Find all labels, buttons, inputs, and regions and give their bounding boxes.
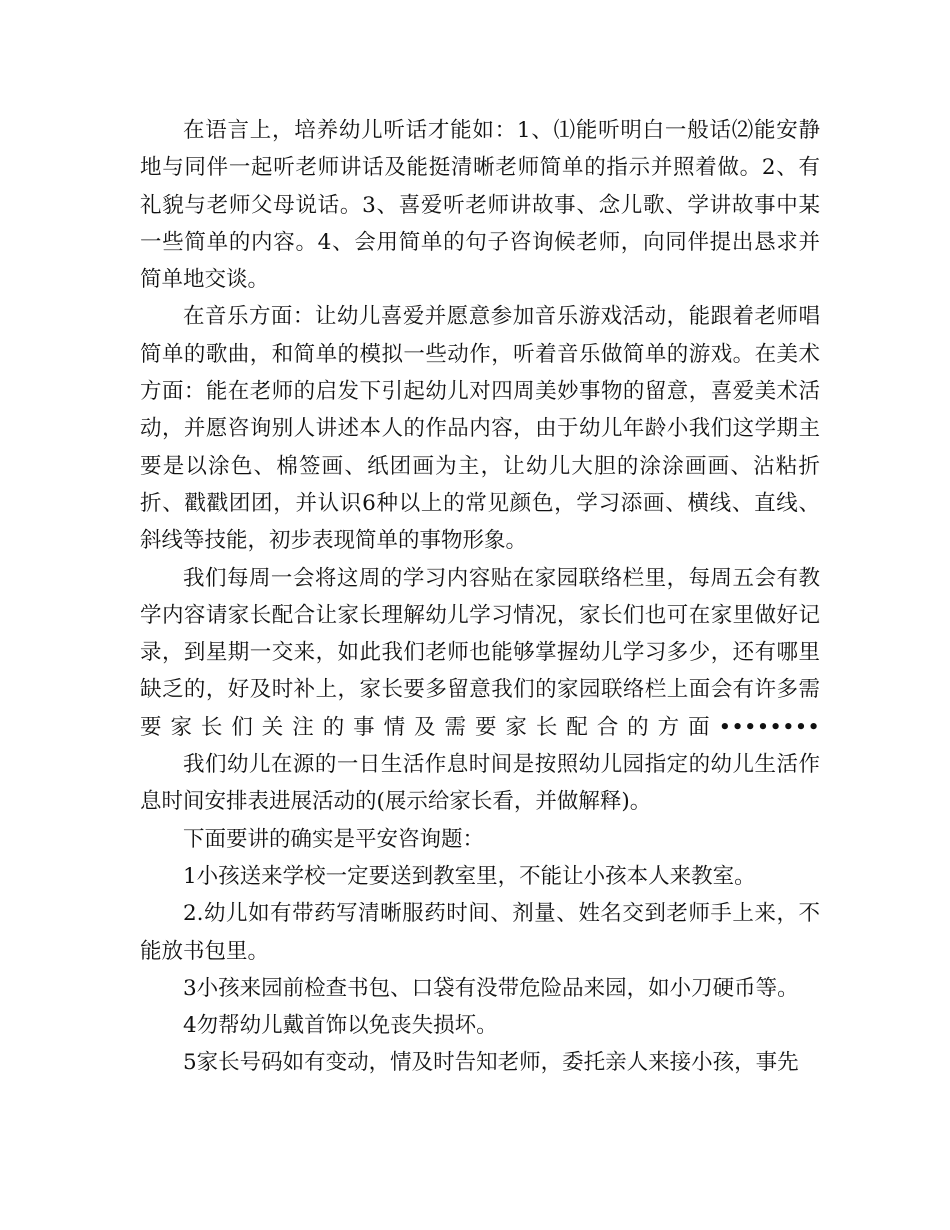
paragraph-music-art: 在音乐方面：让幼儿喜爱并愿意参加音乐游戏活动，能跟着老师唱简单的歌曲，和简单的模拟一些动作，听着音乐做简单的游戏。在美术方面：能在老师的启发下引起幼儿对四周美妙事物的留意，喜爱美术活动，并愿咨询别人讲述本人的作品内容，由于幼儿年龄小我们这学期主要是以涂色、棉签画、纸团画为主，让幼儿大胆的涂涂画画、沾粘折折、戳戳团团，并认识6种以上的常见颜色，学习添画、横线、直线、斜线等技能，初步表现简单的事物形象。 (140, 304, 820, 554)
paragraph-weekly-contact: 我们每周一会将这周的学习内容贴在家园联络栏里，每周五会有教学内容请家长配合让家长理解幼儿学习情况，家长们也可在家里做好记录，到星期一交来，如此我们老师也能够掌握幼儿学习多少，还有哪里缺乏的，好及时补上，家长要多留意我们的家园联络栏上面会有许多需要家长们关注的事情及需要家长配合的方面•••••••• (140, 565, 820, 740)
document-body (140, 112, 820, 1082)
list-item-safety-5: 5家长号码如有变动，情及时告知老师，委托亲人来接小孩，事先 (183, 1050, 799, 1076)
list-item-safety-2: 2.幼儿如有带药写清晰服药时间、剂量、姓名交到老师手上来，不能放书包里。 (140, 901, 820, 964)
paragraph-safety-intro: 下面要讲的确实是平安咨询题： (183, 826, 485, 852)
list-item-safety-1: 1小孩送来学校一定要送到教室里，不能让小孩本人来教室。 (183, 863, 756, 889)
list-item-safety-3: 3小孩来园前检查书包、口袋有没带危险品来园，如小刀硬币等。 (183, 975, 799, 1001)
paragraph-language: 在语言上，培养幼儿听话才能如：1、⑴能听明白一般话⑵能安静地与同伴一起听老师讲话及能挺清晰老师简单的指示并照着做。2、有礼貌与老师父母说话。3、喜爱听老师讲故事、念儿歌、学讲故事中某一些简单的内容。4、会用简单的句子咨询候老师，向同伴提出恳求并简单地交谈。 (140, 118, 820, 293)
paragraph-daily-schedule: 我们幼儿在源的一日生活作息时间是按照幼儿园指定的幼儿生活作息时间安排表进展活动的(展示给家长看，并做解释)。 (140, 752, 820, 815)
list-item-safety-4: 4勿帮幼儿戴首饰以免丧失损坏。 (183, 1013, 498, 1039)
